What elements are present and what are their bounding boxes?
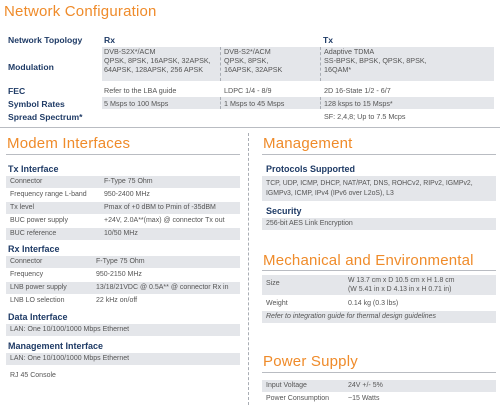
rx-row-label: LNB power supply xyxy=(10,284,67,291)
modulation-col2 xyxy=(224,47,282,74)
modulation-label: Modulation xyxy=(8,62,54,72)
column-divider xyxy=(320,47,321,81)
weight-row xyxy=(262,298,496,310)
rx-interface-title: Rx Interface xyxy=(8,244,60,254)
tx-row-label: Frequency range L-band xyxy=(10,191,87,198)
management-interface-row xyxy=(6,353,240,365)
tx-row-value: F-Type 75 Ohm xyxy=(104,178,153,185)
security-title: Security xyxy=(266,206,302,216)
security-row xyxy=(262,218,496,230)
rx-row xyxy=(6,295,240,307)
modulation-col2-line1: QPSK, 8PSK, xyxy=(224,56,269,65)
modulation-col2-title: DVB-S2*/ACM xyxy=(224,47,271,56)
symbol-rates-label: Symbol Rates xyxy=(8,99,65,109)
protocols-line2: IGMPv3, ICMP, IPv4 (IPv6 over L2oS), L3 xyxy=(266,190,394,197)
modulation-col1 xyxy=(104,47,211,74)
data-interface-title: Data Interface xyxy=(8,312,68,322)
thermal-note-row xyxy=(262,311,496,323)
rx-column-header: Rx xyxy=(104,35,115,45)
tx-column-header: Tx xyxy=(323,35,334,45)
protocols-row xyxy=(262,176,496,201)
tx-row-label: BUC reference xyxy=(10,230,57,237)
network-topology-label: Network Topology xyxy=(8,35,83,45)
column-divider xyxy=(220,47,221,81)
power-supply-title: Power Supply xyxy=(263,353,358,370)
spread-col3: SF: 2,4,8; Up to 7.5 Mcps xyxy=(324,112,406,121)
rx-row xyxy=(6,282,240,294)
modulation-col1-line2: 64APSK, 128APSK, 256 APSK xyxy=(104,65,204,74)
tx-row-value: 950-2400 MHz xyxy=(104,191,150,198)
modulation-col3 xyxy=(324,47,427,74)
column-divider xyxy=(320,97,321,109)
modem-interfaces-title: Modem Interfaces xyxy=(7,135,131,152)
tx-row xyxy=(6,176,240,188)
section-underline xyxy=(262,372,496,373)
tx-row xyxy=(6,189,240,201)
data-interface-value: LAN: One 10/100/1000 Mbps Ethernet xyxy=(10,326,130,333)
weight-label: Weight xyxy=(266,300,288,307)
tx-row-label: BUC power supply xyxy=(10,217,68,224)
input-voltage-row xyxy=(262,380,496,392)
symbol-col3: 128 ksps to 15 Msps* xyxy=(324,99,393,108)
size-line2: (W 5.41 in x D 4.13 in x H 0.71 in) xyxy=(348,286,452,293)
rx-row-value: F-Type 75 Ohm xyxy=(96,258,145,265)
protocols-title: Protocols Supported xyxy=(266,164,356,174)
security-value: 256-bit AES Link Encryption xyxy=(266,220,353,227)
modulation-col1-line1: QPSK, 8PSK, 16APSK, 32APSK, xyxy=(104,56,211,65)
size-row xyxy=(262,275,496,295)
power-consumption-row xyxy=(262,393,496,405)
thermal-note: Refer to integration guide for thermal design guidelines xyxy=(266,313,437,320)
input-voltage-value: 24V +/- 5% xyxy=(348,382,383,389)
section-underline xyxy=(262,154,496,155)
tx-row-value: Pmax of +0 dBM to Pmin of -35dBM xyxy=(104,204,216,211)
section-divider xyxy=(0,127,500,128)
rx-row-value: 13/18/21VDC @ 0.5A** @ connector Rx in xyxy=(96,284,229,291)
tx-row xyxy=(6,202,240,214)
column-separator xyxy=(248,133,249,405)
rx-row-value: 950-2150 MHz xyxy=(96,271,142,278)
management-interface-value: LAN: One 10/100/1000 Mbps Ethernet xyxy=(10,355,130,362)
rx-row-label: LNB LO selection xyxy=(10,297,65,304)
modulation-col1-title: DVB-S2X*/ACM xyxy=(104,47,156,56)
modulation-col3-title: Adaptive TDMA xyxy=(324,47,375,56)
column-divider xyxy=(220,97,221,109)
modulation-col2-line2: 16APSK, 32APSK xyxy=(224,65,283,74)
tx-row xyxy=(6,228,240,240)
management-interface-title: Management Interface xyxy=(8,341,104,351)
fec-col3: 2D 16-State 1/2 - 6/7 xyxy=(324,86,391,95)
mechanical-title: Mechanical and Environmental xyxy=(263,252,474,269)
spread-spectrum-label: Spread Spectrum* xyxy=(8,112,83,122)
modulation-col3-line2: 16QAM* xyxy=(324,65,352,74)
tx-row xyxy=(6,215,240,227)
rx-row xyxy=(6,256,240,268)
console-row xyxy=(6,370,240,382)
fec-col1: Refer to the LBA guide xyxy=(104,86,177,95)
tx-row-label: Tx level xyxy=(10,204,35,211)
rx-row xyxy=(6,269,240,281)
rx-row-label: Connector xyxy=(10,258,43,265)
power-consumption-value: ~15 Watts xyxy=(348,395,380,402)
section-underline xyxy=(6,154,240,155)
symbol-col2: 1 Msps to 45 Msps xyxy=(224,99,285,108)
fec-col2: LDPC 1/4 - 8/9 xyxy=(224,86,272,95)
power-consumption-label: Power Consumption xyxy=(266,395,330,402)
tx-interface-title: Tx Interface xyxy=(8,164,59,174)
size-line1: W 13.7 cm x D 10.5 cm x H 1.8 cm xyxy=(348,277,455,284)
rx-row-label: Frequency xyxy=(10,271,44,278)
rx-row-value: 22 kHz on/off xyxy=(96,297,138,304)
tx-row-value: +24V, 2.0A**(max) @ connector Tx out xyxy=(104,217,225,224)
section-underline xyxy=(262,270,496,271)
weight-value: 0.14 kg (0.3 lbs) xyxy=(348,300,399,307)
protocols-line1: TCP, UDP, ICMP, DHCP, NAT/PAT, DNS, ROHCv2, RIPv2, IGMPv2, xyxy=(266,180,473,187)
input-voltage-label: Input Voltage xyxy=(266,382,307,389)
tx-row-label: Connector xyxy=(10,178,43,185)
fec-label: FEC xyxy=(8,86,26,96)
modulation-col3-line1: SS-BPSK, BPSK, QPSK, 8PSK, xyxy=(324,56,427,65)
network-config-title: Network Configuration xyxy=(4,3,157,20)
management-title: Management xyxy=(263,135,353,152)
size-label: Size xyxy=(266,280,280,287)
console-value: RJ 45 Console xyxy=(10,372,56,379)
data-interface-row xyxy=(6,324,240,336)
symbol-col1: 5 Msps to 100 Msps xyxy=(104,99,169,108)
tx-row-value: 10/50 MHz xyxy=(104,230,138,237)
